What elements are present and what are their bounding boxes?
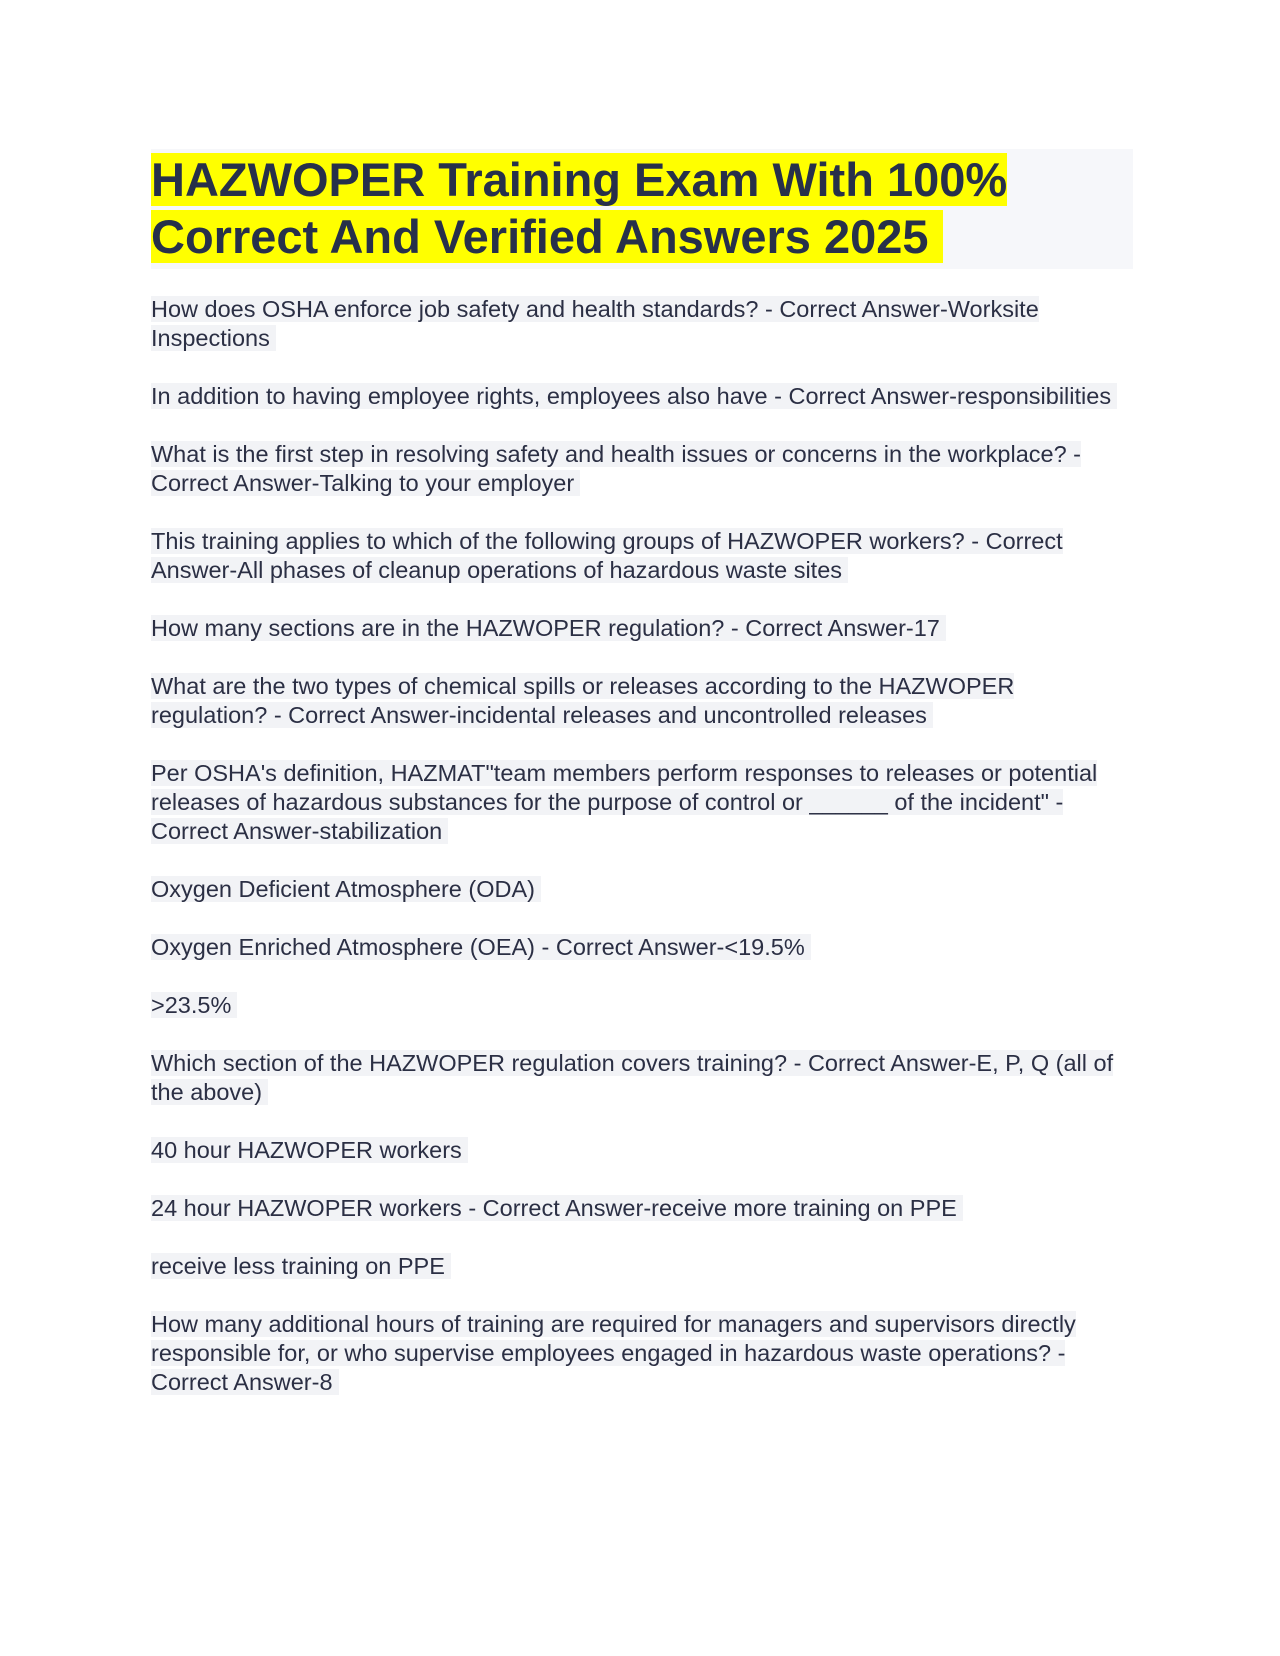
- qa-item-text: Oxygen Enriched Atmosphere (OEA) - Correct Answer-<19.5%: [151, 934, 811, 960]
- qa-item-text: How does OSHA enforce job safety and health standards? - Correct Answer-Worksite Inspections: [151, 296, 1039, 351]
- qa-item: [151, 295, 1133, 353]
- qa-item: [151, 1194, 1133, 1223]
- qa-item: [151, 1252, 1133, 1281]
- qa-item-text: 24 hour HAZWOPER workers - Correct Answer-receive more training on PPE: [151, 1195, 963, 1221]
- document-title-text: HAZWOPER Training Exam With 100% Correct And Verified Answers 2025: [151, 153, 1008, 263]
- qa-item: [151, 672, 1133, 730]
- qa-item-text: >23.5%: [151, 992, 237, 1018]
- qa-item-text: This training applies to which of the following groups of HAZWOPER workers? - Correct Answer-All phases of cleanup operations of hazardous waste sites: [151, 528, 1063, 583]
- qa-item: [151, 933, 1133, 962]
- qa-item: [151, 614, 1133, 643]
- qa-item-text: How many additional hours of training are required for managers and supervisors directly responsible for, or who supervise employees engaged in hazardous waste operations? - Correct Answer-8: [151, 1311, 1076, 1395]
- qa-item-text: Oxygen Deficient Atmosphere (ODA): [151, 876, 541, 902]
- qa-item-text: In addition to having employee rights, employees also have - Correct Answer-responsibilities: [151, 383, 1117, 409]
- qa-item-text: Which section of the HAZWOPER regulation covers training? - Correct Answer-E, P, Q (all of the above): [151, 1050, 1114, 1105]
- qa-item-text: 40 hour HAZWOPER workers: [151, 1137, 468, 1163]
- qa-item-text: What are the two types of chemical spills or releases according to the HAZWOPER regulation? - Correct Answer-incidental releases and uncontrolled releases: [151, 673, 1015, 728]
- qa-item: [151, 382, 1133, 411]
- qa-item: [151, 440, 1133, 498]
- qa-item-text: Per OSHA's definition, HAZMAT"team members perform responses to releases or potential releases of hazardous substances for the purpose of control or ______ of the incident" - Correct Answer-stabilization: [151, 760, 1098, 844]
- qa-item: [151, 1310, 1133, 1397]
- qa-item: [151, 1136, 1133, 1165]
- document-title: [151, 151, 1133, 265]
- qa-item: [151, 1049, 1133, 1107]
- qa-item-text: receive less training on PPE: [151, 1253, 451, 1279]
- qa-item: [151, 759, 1133, 846]
- qa-item-text: What is the first step in resolving safety and health issues or concerns in the workplace? - Correct Answer-Talking to your employer: [151, 441, 1082, 496]
- qa-item: [151, 991, 1133, 1020]
- qa-list: [151, 295, 1133, 1397]
- document-content: [151, 149, 1133, 1426]
- title-block: [151, 149, 1133, 269]
- qa-item-text: How many sections are in the HAZWOPER regulation? - Correct Answer-17: [151, 615, 946, 641]
- qa-item: [151, 875, 1133, 904]
- qa-item: [151, 527, 1133, 585]
